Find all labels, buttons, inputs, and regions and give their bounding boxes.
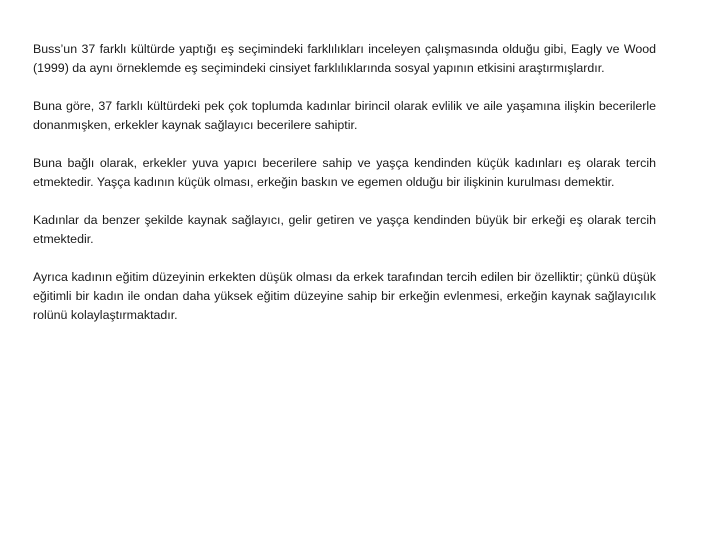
paragraph-5: Ayrıca kadının eğitim düzeyinin erkekten düşük olması da erkek tarafından tercih edilen bir özelliktir; çünkü düşük eğitimli bir kadın ile ondan daha yüksek eğitim düzeyine sahip bir erkeğin evlenmesi, erkeğin kaynak sağlayıcılık rolünü kolaylaştırmaktadır. (33, 270, 656, 322)
paragraph-3: Buna bağlı olarak, erkekler yuva yapıcı becerilere sahip ve yaşça kendinden küçük kadınları eş olarak tercih etmektedir. Yaşça kadının küçük olması, erkeğin baskın ve egemen olduğu bir ilişkinin kurulması demektir. (33, 156, 656, 189)
paragraph-1: Buss’un 37 farklı kültürde yaptığı eş seçimindeki farklılıkları inceleyen çalışmasında olduğu gibi, Eagly ve Wood (1999) da aynı örneklemde eş seçimindeki cinsiyet farklılıklarında sosyal yapının etkisini araştırmışlardır. (33, 42, 656, 75)
paragraph-4: Kadınlar da benzer şekilde kaynak sağlayıcı, gelir getiren ve yaşça kendinden büyük bir erkeği eş olarak tercih etmektedir. (33, 213, 656, 246)
paragraph-2: Buna göre, 37 farklı kültürdeki pek çok toplumda kadınlar birincil olarak evlilik ve aile yaşamına ilişkin becerilerle donanmışken, erkekler kaynak sağlayıcı becerilere sahiptir. (33, 99, 656, 132)
document-body (33, 40, 656, 344)
